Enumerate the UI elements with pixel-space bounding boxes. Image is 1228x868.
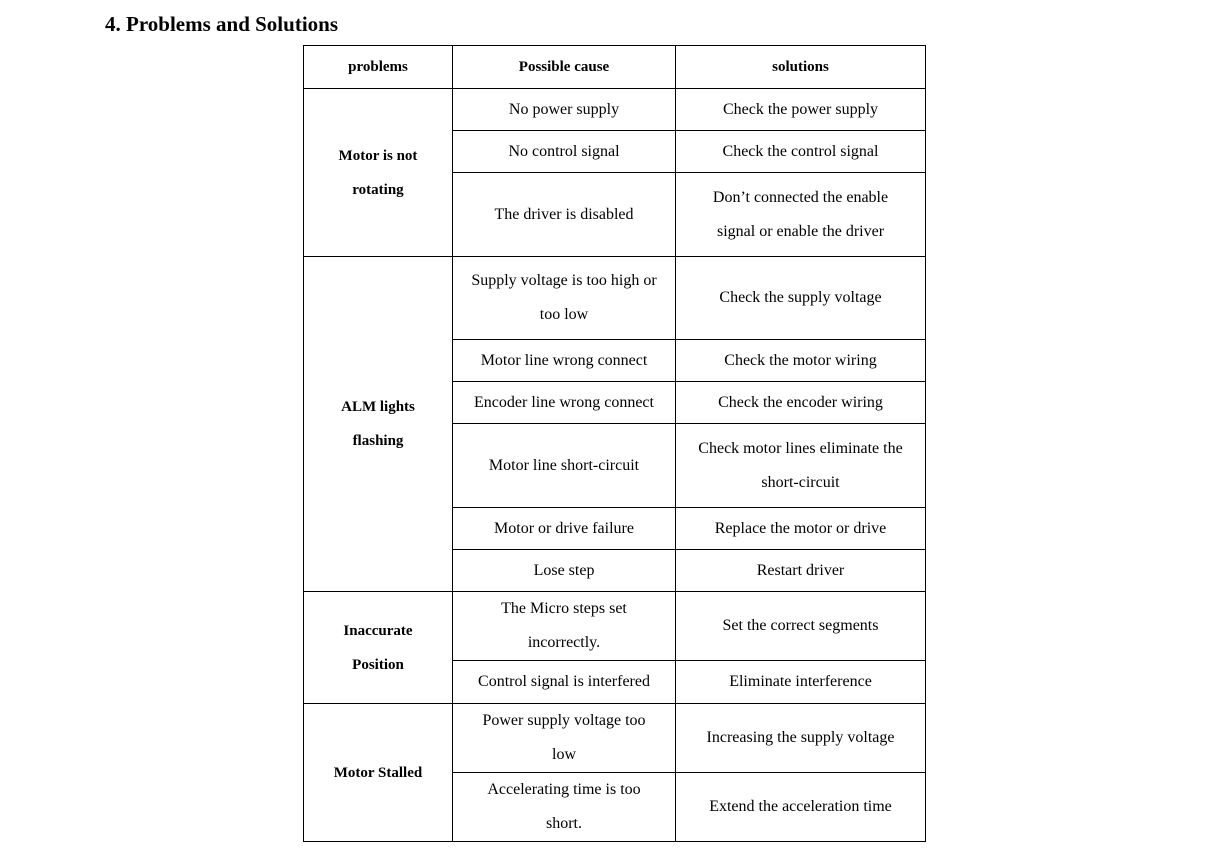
problem-text: Inaccurate (343, 622, 413, 639)
cause-text: incorrectly. (527, 634, 601, 651)
solution-cell (676, 773, 926, 842)
solution-cell (676, 257, 926, 340)
solution-text: Don’t connected the enable (712, 188, 889, 206)
problem-text: Motor is not (338, 147, 418, 164)
table-row (304, 704, 926, 773)
solution-cell (676, 550, 926, 592)
solution-text: Restart driver (756, 561, 845, 579)
solution-text: Check the encoder wiring (718, 393, 883, 411)
problem-cell (304, 592, 453, 704)
cause-cell (453, 508, 676, 550)
problem-cell (304, 257, 453, 592)
solution-cell (676, 508, 926, 550)
problem-cell (304, 89, 453, 257)
cause-text: No control signal (508, 142, 620, 160)
solution-cell (676, 340, 926, 382)
header-possible-cause: Possible cause (453, 46, 676, 89)
cause-text: Motor line short-circuit (488, 456, 640, 474)
solution-cell (676, 382, 926, 424)
cause-text: No power supply (508, 100, 620, 118)
cause-text: Lose step (533, 561, 595, 579)
solution-text: Check the control signal (722, 142, 879, 160)
solution-text: Increasing the supply voltage (706, 729, 895, 746)
problem-text: flashing (352, 433, 404, 449)
cause-cell (453, 424, 676, 508)
solution-text: Check the supply voltage (719, 289, 882, 306)
cause-text: The Micro steps set (501, 600, 627, 617)
solution-cell (676, 661, 926, 704)
cause-text: too low (539, 306, 589, 323)
cause-cell (453, 592, 676, 661)
cause-text: The driver is disabled (494, 205, 634, 223)
cause-cell (453, 382, 676, 424)
solution-text: short-circuit (761, 473, 840, 491)
solution-text: Replace the motor or drive (714, 519, 887, 537)
cause-cell (453, 550, 676, 592)
section-title: 4. Problems and Solutions (105, 12, 338, 36)
cause-cell (453, 131, 676, 173)
solution-cell (676, 424, 926, 508)
cause-text: short. (546, 815, 582, 832)
solution-cell (676, 89, 926, 131)
cause-cell (453, 704, 676, 773)
solution-text: signal or enable the driver (716, 222, 885, 240)
cause-cell (453, 257, 676, 340)
problem-cell (304, 704, 453, 842)
cause-cell (453, 89, 676, 131)
problem-text: Position (352, 656, 404, 673)
cause-cell (453, 173, 676, 257)
table-row (304, 89, 926, 131)
problem-text: ALM lights (341, 399, 415, 415)
cause-text: low (552, 746, 576, 763)
solution-cell (676, 704, 926, 773)
cause-text: Power supply voltage too (482, 712, 646, 729)
problems-solutions-table (303, 45, 926, 842)
problem-text: Motor Stalled (333, 764, 423, 781)
cause-cell (453, 661, 676, 704)
cause-cell (453, 773, 676, 842)
header-solutions: solutions (676, 46, 926, 89)
solution-text: Check the motor wiring (724, 351, 877, 369)
problem-text: rotating (352, 181, 404, 198)
cause-text: Control signal is interfered (478, 673, 650, 690)
header-problems: problems (304, 46, 453, 89)
cause-text: Motor line wrong connect (480, 351, 648, 369)
solution-text: Check the power supply (722, 100, 879, 118)
cause-text: Motor or drive failure (494, 519, 634, 537)
cause-cell (453, 340, 676, 382)
solution-text: Set the correct segments (722, 617, 879, 634)
solution-text: Check motor lines eliminate the (698, 439, 903, 457)
solution-text: Extend the acceleration time (709, 798, 892, 815)
cause-text: Accelerating time is too (487, 781, 641, 798)
solution-text: Eliminate interference (729, 673, 872, 690)
solution-cell (676, 173, 926, 257)
cause-text: Supply voltage is too high or (471, 272, 657, 289)
cause-text: Encoder line wrong connect (474, 393, 654, 411)
table-row (304, 592, 926, 661)
solution-cell (676, 131, 926, 173)
table-row (304, 257, 926, 340)
solution-cell (676, 592, 926, 661)
table-header-row (304, 46, 926, 89)
